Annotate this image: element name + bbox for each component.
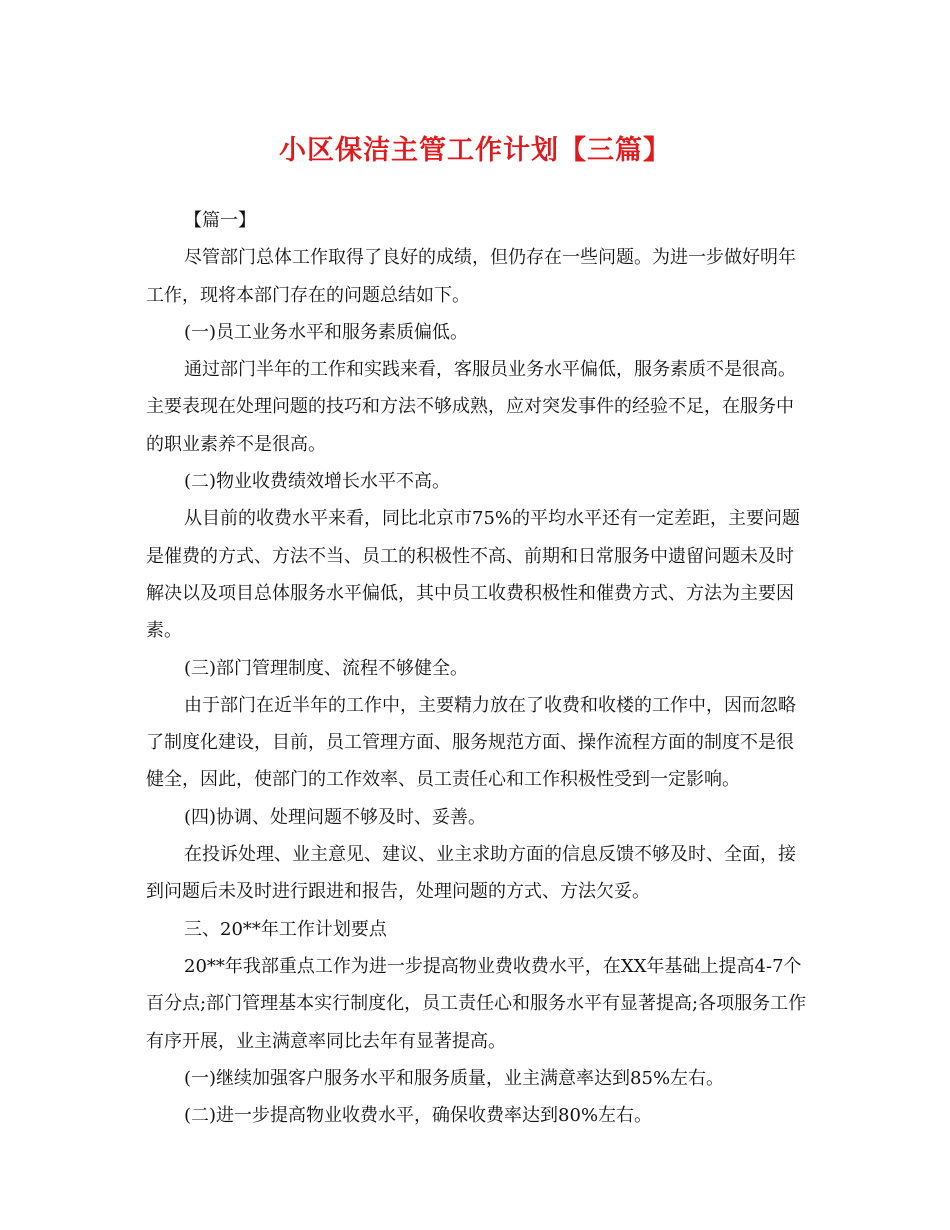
paragraph: 20**年我部重点工作为进一步提高物业费收费水平，在XX年基础上提高4-7个百分点;部门管理基本实行制度化，员工责任心和服务水平有显著提高;各项服务工作有序开展，业主满意率同比去年有显著提高。: [146, 955, 807, 1052]
paragraph: 由于部门在近半年的工作中，主要精力放在了收费和收楼的工作中，因而忽略了制度化建设，目前，员工管理方面、服务规范方面、操作流程方面的制度不是很健全，因此，使部门的工作效率、员工责任心和工作积极性受到一定影响。: [146, 694, 796, 791]
subheading: (二)物业收费绩效增长水平不高。: [184, 471, 451, 493]
subheading: (一)员工业务水平和服务素质偏低。: [184, 321, 469, 343]
paragraph: 通过部门半年的工作和实践来看，客服员业务水平偏低，服务素质不是很高。主要表现在处理问题的技巧和方法不够成熟，应对突发事件的经验不足，在服务中的职业素养不是很高。: [146, 359, 796, 455]
subheading: (四)协调、处理问题不够及时、妥善。: [184, 806, 487, 828]
list-item: (一)继续加强客户服务水平和服务质量，业主满意率达到85%左右。: [184, 1067, 725, 1089]
document-body: [146, 202, 809, 1134]
document-title: 小区保洁主管工作计划【三篇】: [279, 135, 671, 166]
paragraph: 从目前的收费水平来看，同比北京市75%的平均水平还有一定差距，主要问题是催费的方式、方法不当、员工的积极性不高、前期和日常服务中遗留问题未及时解决以及项目总体服务水平偏低，其中员工收费积极性和催费方式、方法为主要因素。: [146, 508, 801, 642]
subheading: (三)部门管理制度、流程不够健全。: [184, 657, 469, 679]
paragraph: 在投诉处理、业主意见、建议、业主求助方面的信息反馈不够及时、全面，接到问题后未及时进行跟进和报告，处理问题的方式、方法欠妥。: [146, 844, 796, 903]
paragraph: 尽管部门总体工作取得了良好的成绩，但仍存在一些问题。为进一步做好明年工作，现将本部门存在的问题总结如下。: [146, 247, 796, 306]
section-heading: 【篇一】: [184, 210, 256, 231]
list-item: (二)进一步提高物业收费水平，确保收费率达到80%左右。: [184, 1105, 653, 1127]
section-heading: 三、20**年工作计划要点: [184, 918, 387, 940]
